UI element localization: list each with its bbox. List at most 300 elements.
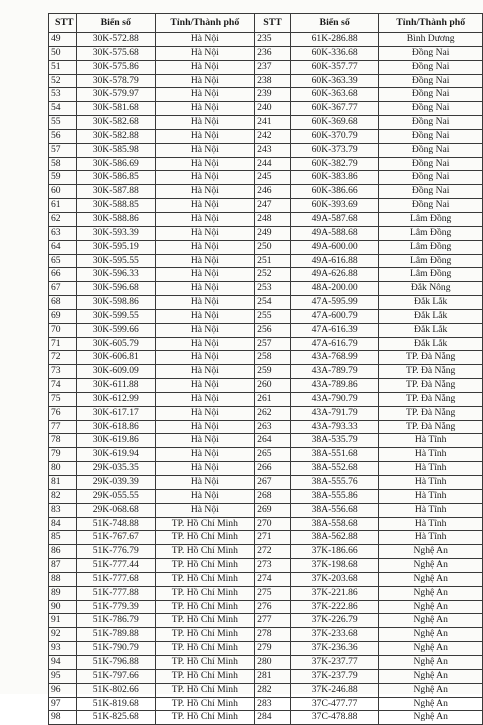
row-plate-left: 30K-609.09 [76, 365, 155, 379]
row-city-right: Hà Tĩnh [379, 531, 483, 545]
row-city-left: TP. Hồ Chí Minh [155, 614, 255, 628]
row-city-right: Đắk Nông [379, 282, 483, 296]
table-body [49, 33, 483, 725]
row-stt-right: 282 [255, 683, 291, 697]
row-stt-right: 272 [255, 545, 291, 559]
row-city-right: Nghệ An [379, 559, 483, 573]
table-row [49, 268, 483, 282]
row-city-left: Hà Nội [155, 434, 255, 448]
row-plate-right: 37K-203.68 [290, 572, 378, 586]
row-plate-right: 38A-556.68 [290, 503, 378, 517]
table-row [49, 171, 483, 185]
row-city-right: Đồng Nai [379, 143, 483, 157]
row-city-right: Lâm Đồng [379, 240, 483, 254]
row-stt-left: 59 [49, 171, 77, 185]
row-stt-left: 69 [49, 309, 77, 323]
row-plate-right: 37K-246.88 [290, 683, 378, 697]
table-row [49, 74, 483, 88]
row-city-left: Hà Nội [155, 116, 255, 130]
row-stt-right: 270 [255, 517, 291, 531]
row-city-left: Hà Nội [155, 268, 255, 282]
table-row [49, 517, 483, 531]
row-plate-left: 51K-790.79 [76, 642, 155, 656]
row-city-right: Đồng Nai [379, 199, 483, 213]
row-city-right: TP. Đà Nẵng [379, 379, 483, 393]
table-row [49, 46, 483, 60]
table-row [49, 337, 483, 351]
row-city-left: TP. Hồ Chí Minh [155, 697, 255, 711]
row-plate-left: 29K-068.68 [76, 503, 155, 517]
row-plate-left: 30K-586.85 [76, 171, 155, 185]
row-plate-right: 49A-616.88 [290, 254, 378, 268]
row-plate-right: 37K-236.36 [290, 642, 378, 656]
row-city-right: Đồng Nai [379, 157, 483, 171]
table-row [49, 683, 483, 697]
row-city-right: Hà Tĩnh [379, 434, 483, 448]
row-stt-left: 96 [49, 683, 77, 697]
row-plate-right: 37K-237.77 [290, 655, 378, 669]
row-stt-right: 237 [255, 60, 291, 74]
row-stt-right: 257 [255, 337, 291, 351]
row-plate-left: 30K-578.79 [76, 74, 155, 88]
row-stt-left: 78 [49, 434, 77, 448]
row-plate-left: 29K-055.55 [76, 489, 155, 503]
row-plate-right: 37K-222.86 [290, 600, 378, 614]
row-stt-left: 64 [49, 240, 77, 254]
row-city-right: Đồng Nai [379, 88, 483, 102]
table-row [49, 199, 483, 213]
row-stt-left: 95 [49, 669, 77, 683]
row-city-right: Nghệ An [379, 614, 483, 628]
row-stt-left: 66 [49, 268, 77, 282]
row-stt-right: 236 [255, 46, 291, 60]
table-row [49, 642, 483, 656]
table-row [49, 669, 483, 683]
table-row [49, 88, 483, 102]
row-plate-left: 30K-579.97 [76, 88, 155, 102]
row-plate-right: 38A-562.88 [290, 531, 378, 545]
row-stt-right: 235 [255, 33, 291, 47]
row-plate-left: 30K-612.99 [76, 392, 155, 406]
row-stt-right: 259 [255, 365, 291, 379]
row-city-left: TP. Hồ Chí Minh [155, 683, 255, 697]
row-city-left: Hà Nội [155, 226, 255, 240]
table-header-row [49, 14, 483, 33]
row-city-left: Hà Nội [155, 212, 255, 226]
row-city-left: TP. Hồ Chí Minh [155, 572, 255, 586]
row-stt-right: 261 [255, 392, 291, 406]
row-plate-left: 30K-587.88 [76, 185, 155, 199]
table-row [49, 102, 483, 116]
row-stt-right: 274 [255, 572, 291, 586]
row-stt-left: 71 [49, 337, 77, 351]
row-city-right: Nghệ An [379, 683, 483, 697]
row-plate-right: 37K-186.66 [290, 545, 378, 559]
row-plate-right: 37C-477.77 [290, 697, 378, 711]
table-row [49, 143, 483, 157]
row-stt-right: 252 [255, 268, 291, 282]
row-stt-left: 52 [49, 74, 77, 88]
row-city-right: Hà Tĩnh [379, 489, 483, 503]
row-stt-left: 90 [49, 600, 77, 614]
row-city-left: Hà Nội [155, 323, 255, 337]
table-row [49, 572, 483, 586]
table-row [49, 323, 483, 337]
header-plate-left: Biển số [76, 14, 155, 33]
row-city-right: Đắk Lắk [379, 337, 483, 351]
row-stt-left: 89 [49, 586, 77, 600]
table-row [49, 655, 483, 669]
row-city-right: TP. Đà Nẵng [379, 420, 483, 434]
row-city-right: Đồng Nai [379, 171, 483, 185]
row-stt-right: 263 [255, 420, 291, 434]
row-stt-left: 91 [49, 614, 77, 628]
row-city-right: Đồng Nai [379, 129, 483, 143]
row-stt-right: 277 [255, 614, 291, 628]
row-city-left: Hà Nội [155, 74, 255, 88]
row-city-left: Hà Nội [155, 476, 255, 490]
row-plate-right: 60K-357.77 [290, 60, 378, 74]
row-stt-right: 248 [255, 212, 291, 226]
row-city-right: Đồng Nai [379, 185, 483, 199]
row-stt-left: 63 [49, 226, 77, 240]
row-plate-left: 30K-606.81 [76, 351, 155, 365]
row-stt-left: 92 [49, 628, 77, 642]
row-stt-left: 50 [49, 46, 77, 60]
row-city-left: Hà Nội [155, 254, 255, 268]
table-row [49, 462, 483, 476]
row-plate-right: 43A-793.33 [290, 420, 378, 434]
row-city-right: Đắk Lắk [379, 323, 483, 337]
row-stt-right: 258 [255, 351, 291, 365]
row-plate-left: 30K-598.86 [76, 296, 155, 310]
row-plate-left: 30K-588.86 [76, 212, 155, 226]
row-city-right: Lâm Đồng [379, 226, 483, 240]
row-plate-left: 51K-748.88 [76, 517, 155, 531]
table-row [49, 392, 483, 406]
row-stt-left: 82 [49, 489, 77, 503]
table-row [49, 212, 483, 226]
header-stt-right: STT [255, 14, 291, 33]
row-plate-left: 30K-572.88 [76, 33, 155, 47]
row-stt-left: 97 [49, 697, 77, 711]
header-stt-left: STT [49, 14, 77, 33]
row-stt-left: 86 [49, 545, 77, 559]
row-plate-right: 47A-600.79 [290, 309, 378, 323]
row-stt-right: 239 [255, 88, 291, 102]
row-stt-right: 244 [255, 157, 291, 171]
row-stt-left: 72 [49, 351, 77, 365]
row-stt-right: 280 [255, 655, 291, 669]
row-stt-right: 240 [255, 102, 291, 116]
row-stt-left: 61 [49, 199, 77, 213]
row-stt-left: 60 [49, 185, 77, 199]
row-plate-left: 30K-593.39 [76, 226, 155, 240]
row-plate-right: 60K-370.79 [290, 129, 378, 143]
header-city-left: Tỉnh/Thành phố [155, 14, 255, 33]
row-plate-left: 30K-575.86 [76, 60, 155, 74]
row-city-right: Đắk Lắk [379, 309, 483, 323]
row-plate-right: 49A-600.00 [290, 240, 378, 254]
row-city-right: Nghệ An [379, 669, 483, 683]
row-stt-right: 273 [255, 559, 291, 573]
row-city-left: Hà Nội [155, 88, 255, 102]
row-plate-left: 30K-599.55 [76, 309, 155, 323]
row-stt-left: 98 [49, 711, 77, 725]
row-stt-right: 276 [255, 600, 291, 614]
table-row [49, 476, 483, 490]
row-city-right: Đồng Nai [379, 102, 483, 116]
row-plate-left: 30K-611.88 [76, 379, 155, 393]
row-plate-right: 43A-768.99 [290, 351, 378, 365]
row-plate-left: 29K-039.39 [76, 476, 155, 490]
row-city-left: Hà Nội [155, 462, 255, 476]
row-city-right: Nghệ An [379, 572, 483, 586]
row-plate-right: 43A-789.86 [290, 379, 378, 393]
row-city-left: Hà Nội [155, 157, 255, 171]
row-stt-left: 79 [49, 448, 77, 462]
row-plate-right: 49A-588.68 [290, 226, 378, 240]
row-stt-left: 76 [49, 406, 77, 420]
row-city-left: TP. Hồ Chí Minh [155, 600, 255, 614]
row-stt-left: 65 [49, 254, 77, 268]
row-stt-left: 49 [49, 33, 77, 47]
row-city-left: Hà Nội [155, 33, 255, 47]
row-stt-right: 254 [255, 296, 291, 310]
row-city-right: Nghệ An [379, 545, 483, 559]
table-row [49, 448, 483, 462]
row-city-left: Hà Nội [155, 365, 255, 379]
row-stt-left: 93 [49, 642, 77, 656]
table-row [49, 586, 483, 600]
row-city-left: Hà Nội [155, 185, 255, 199]
row-stt-right: 247 [255, 199, 291, 213]
table-row [49, 282, 483, 296]
row-plate-right: 48A-200.00 [290, 282, 378, 296]
row-stt-left: 94 [49, 655, 77, 669]
header-plate-right: Biển số [290, 14, 378, 33]
row-stt-right: 241 [255, 116, 291, 130]
table-row [49, 226, 483, 240]
row-stt-right: 253 [255, 282, 291, 296]
row-stt-left: 77 [49, 420, 77, 434]
row-plate-right: 38A-555.76 [290, 476, 378, 490]
row-stt-left: 53 [49, 88, 77, 102]
row-plate-right: 37K-226.79 [290, 614, 378, 628]
row-plate-right: 37K-198.68 [290, 559, 378, 573]
row-city-left: TP. Hồ Chí Minh [155, 655, 255, 669]
table-row [49, 60, 483, 74]
row-city-right: Lâm Đồng [379, 268, 483, 282]
row-plate-right: 47A-595.99 [290, 296, 378, 310]
row-city-left: Hà Nội [155, 296, 255, 310]
row-plate-right: 38A-552.68 [290, 462, 378, 476]
table-row [49, 406, 483, 420]
row-plate-left: 30K-618.86 [76, 420, 155, 434]
row-stt-left: 85 [49, 531, 77, 545]
table-row [49, 379, 483, 393]
row-plate-left: 51K-802.66 [76, 683, 155, 697]
row-city-left: Hà Nội [155, 60, 255, 74]
row-city-right: Hà Tĩnh [379, 448, 483, 462]
row-stt-right: 266 [255, 462, 291, 476]
row-plate-left: 51K-819.68 [76, 697, 155, 711]
row-plate-left: 51K-825.68 [76, 711, 155, 725]
row-city-left: Hà Nội [155, 102, 255, 116]
table-row [49, 365, 483, 379]
row-plate-left: 51K-767.67 [76, 531, 155, 545]
table-row [49, 503, 483, 517]
row-city-right: Hà Tĩnh [379, 503, 483, 517]
row-stt-left: 51 [49, 60, 77, 74]
table-row [49, 545, 483, 559]
row-plate-right: 60K-363.68 [290, 88, 378, 102]
row-plate-right: 43A-791.79 [290, 406, 378, 420]
table-row [49, 296, 483, 310]
row-stt-right: 255 [255, 309, 291, 323]
row-plate-right: 47A-616.79 [290, 337, 378, 351]
table-row [49, 254, 483, 268]
row-city-right: TP. Đà Nẵng [379, 406, 483, 420]
row-stt-left: 88 [49, 572, 77, 586]
table-row [49, 600, 483, 614]
table-row [49, 240, 483, 254]
table-row [49, 185, 483, 199]
row-stt-right: 246 [255, 185, 291, 199]
row-plate-left: 30K-585.98 [76, 143, 155, 157]
row-stt-right: 256 [255, 323, 291, 337]
row-city-right: Lâm Đồng [379, 212, 483, 226]
header-city-right: Tỉnh/Thành phố [379, 14, 483, 33]
row-plate-right: 38A-535.79 [290, 434, 378, 448]
row-plate-left: 30K-595.55 [76, 254, 155, 268]
table-row [49, 33, 483, 47]
table-row [49, 420, 483, 434]
row-plate-left: 30K-595.19 [76, 240, 155, 254]
row-plate-left: 30K-582.68 [76, 116, 155, 130]
row-plate-right: 60K-382.79 [290, 157, 378, 171]
row-plate-right: 60K-373.79 [290, 143, 378, 157]
row-stt-right: 283 [255, 697, 291, 711]
row-plate-left: 30K-619.94 [76, 448, 155, 462]
row-plate-right: 49A-587.68 [290, 212, 378, 226]
row-plate-right: 60K-386.66 [290, 185, 378, 199]
row-stt-left: 58 [49, 157, 77, 171]
row-city-left: Hà Nội [155, 503, 255, 517]
row-stt-left: 80 [49, 462, 77, 476]
row-city-left: Hà Nội [155, 406, 255, 420]
row-stt-right: 260 [255, 379, 291, 393]
row-city-left: Hà Nội [155, 129, 255, 143]
license-plate-table [48, 13, 483, 725]
row-plate-left: 51K-777.68 [76, 572, 155, 586]
row-city-right: Đồng Nai [379, 116, 483, 130]
row-plate-right: 37K-233.68 [290, 628, 378, 642]
row-plate-left: 30K-582.88 [76, 129, 155, 143]
row-stt-right: 250 [255, 240, 291, 254]
row-stt-left: 68 [49, 296, 77, 310]
row-plate-right: 60K-336.68 [290, 46, 378, 60]
row-stt-right: 281 [255, 669, 291, 683]
row-plate-right: 60K-369.68 [290, 116, 378, 130]
row-city-left: TP. Hồ Chí Minh [155, 628, 255, 642]
row-stt-left: 83 [49, 503, 77, 517]
row-plate-left: 30K-617.17 [76, 406, 155, 420]
row-city-left: TP. Hồ Chí Minh [155, 642, 255, 656]
row-stt-right: 249 [255, 226, 291, 240]
row-city-right: Hà Tĩnh [379, 462, 483, 476]
row-plate-left: 29K-035.35 [76, 462, 155, 476]
row-stt-right: 243 [255, 143, 291, 157]
row-plate-right: 38A-558.68 [290, 517, 378, 531]
row-city-right: TP. Đà Nẵng [379, 365, 483, 379]
row-city-left: Hà Nội [155, 309, 255, 323]
row-city-left: Hà Nội [155, 199, 255, 213]
table-row [49, 434, 483, 448]
table-row [49, 489, 483, 503]
row-city-left: Hà Nội [155, 46, 255, 60]
row-stt-right: 284 [255, 711, 291, 725]
row-stt-right: 279 [255, 642, 291, 656]
row-stt-right: 269 [255, 503, 291, 517]
row-stt-right: 267 [255, 476, 291, 490]
row-plate-right: 49A-626.88 [290, 268, 378, 282]
row-city-left: TP. Hồ Chí Minh [155, 669, 255, 683]
row-city-left: Hà Nội [155, 448, 255, 462]
row-stt-left: 62 [49, 212, 77, 226]
row-city-right: Hà Tĩnh [379, 476, 483, 490]
row-stt-left: 87 [49, 559, 77, 573]
row-plate-right: 37C-478.88 [290, 711, 378, 725]
row-city-right: Đắk Lắk [379, 296, 483, 310]
row-stt-right: 271 [255, 531, 291, 545]
row-city-right: Đồng Nai [379, 74, 483, 88]
row-city-left: Hà Nội [155, 392, 255, 406]
row-city-left: Hà Nội [155, 171, 255, 185]
row-city-left: Hà Nội [155, 240, 255, 254]
table-row [49, 697, 483, 711]
row-plate-right: 60K-393.69 [290, 199, 378, 213]
row-city-left: Hà Nội [155, 379, 255, 393]
row-plate-left: 51K-777.44 [76, 559, 155, 573]
row-stt-right: 264 [255, 434, 291, 448]
table-row [49, 351, 483, 365]
row-stt-right: 275 [255, 586, 291, 600]
row-stt-right: 251 [255, 254, 291, 268]
row-plate-left: 30K-586.69 [76, 157, 155, 171]
table-row [49, 157, 483, 171]
row-plate-left: 30K-599.66 [76, 323, 155, 337]
table-row [49, 628, 483, 642]
table-row [49, 559, 483, 573]
row-city-left: TP. Hồ Chí Minh [155, 517, 255, 531]
row-plate-left: 51K-796.88 [76, 655, 155, 669]
row-city-left: Hà Nội [155, 282, 255, 296]
row-stt-left: 56 [49, 129, 77, 143]
row-stt-left: 57 [49, 143, 77, 157]
row-city-left: Hà Nội [155, 337, 255, 351]
row-plate-left: 30K-619.86 [76, 434, 155, 448]
row-city-left: Hà Nội [155, 489, 255, 503]
table-row [49, 116, 483, 130]
row-city-right: Nghệ An [379, 655, 483, 669]
row-plate-right: 60K-383.86 [290, 171, 378, 185]
row-stt-left: 75 [49, 392, 77, 406]
row-city-left: TP. Hồ Chí Minh [155, 586, 255, 600]
row-plate-left: 30K-581.68 [76, 102, 155, 116]
row-stt-left: 67 [49, 282, 77, 296]
row-plate-left: 30K-588.85 [76, 199, 155, 213]
